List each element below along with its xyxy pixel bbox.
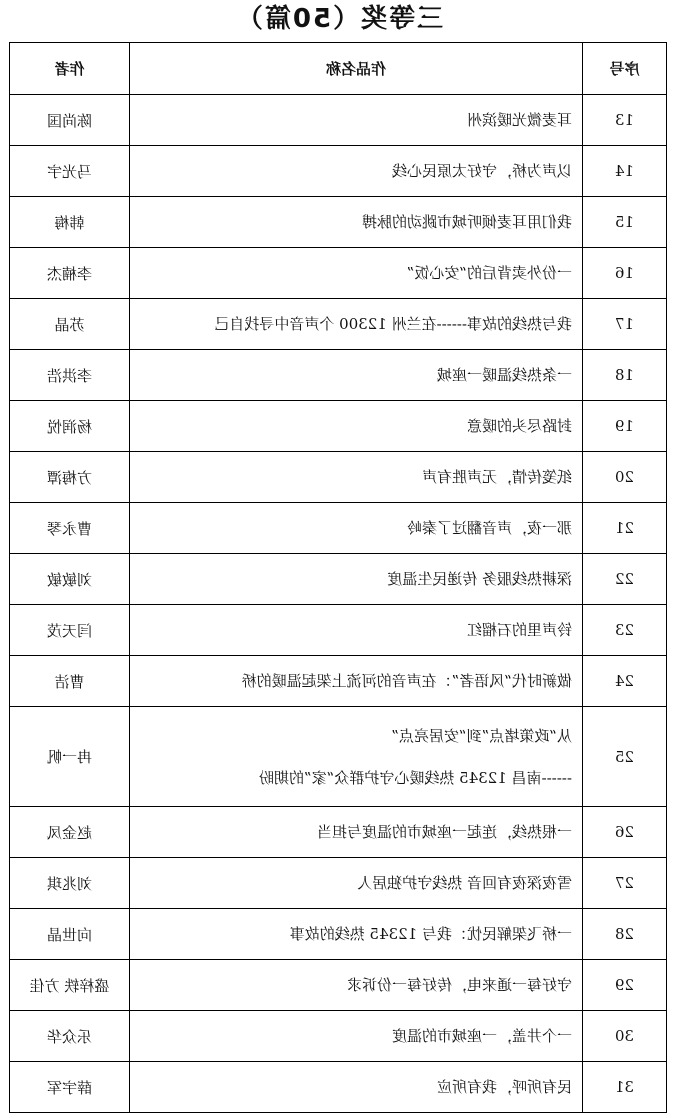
table-row — [10, 350, 667, 401]
author-cell: 冉一帆 — [10, 707, 130, 807]
work-title-line: 从“政策堵点”到“安居亮点” — [391, 726, 572, 745]
seq-cell: 30 — [583, 1011, 667, 1062]
seq-cell: 18 — [583, 350, 667, 401]
table-row — [10, 960, 667, 1011]
work-title-cell — [130, 197, 583, 248]
work-title-cell — [130, 503, 583, 554]
work-title-cell — [130, 401, 583, 452]
table-body — [10, 95, 667, 1113]
table-row — [10, 656, 667, 707]
table-row — [10, 401, 667, 452]
page-title: 三等奖（50篇） — [234, 4, 444, 34]
author-cell: 曹洁 — [10, 656, 130, 707]
work-title-cell — [130, 960, 583, 1011]
seq-cell: 27 — [583, 858, 667, 909]
table-row — [10, 1062, 667, 1113]
work-title-cell — [130, 656, 583, 707]
author-cell: 李洪浩 — [10, 350, 130, 401]
author-cell: 赵金凤 — [10, 807, 130, 858]
author-cell: 韩梅 — [10, 197, 130, 248]
author-cell: 方梅潭 — [10, 452, 130, 503]
author-cell: 刘兆琪 — [10, 858, 130, 909]
author-cell: 曹永琴 — [10, 503, 130, 554]
seq-cell: 28 — [583, 909, 667, 960]
seq-cell: 25 — [583, 707, 667, 807]
table-row — [10, 299, 667, 350]
seq-cell: 26 — [583, 807, 667, 858]
header-seq: 序号 — [583, 43, 667, 95]
work-title-cell — [130, 146, 583, 197]
seq-cell: 19 — [583, 401, 667, 452]
seq-cell: 17 — [583, 299, 667, 350]
header-author: 作者 — [10, 43, 130, 95]
work-title-line: 我们用耳麦倾听城市跳动的脉搏 — [361, 213, 572, 231]
work-title-cell — [130, 452, 583, 503]
table-row — [10, 909, 667, 960]
seq-cell: 21 — [583, 503, 667, 554]
work-title-cell — [130, 858, 583, 909]
table-row — [10, 605, 667, 656]
work-title-line: 以声为桥，守好太原民心线 — [391, 162, 572, 180]
author-cell: 乐众华 — [10, 1011, 130, 1062]
table-row — [10, 707, 667, 807]
seq-cell: 13 — [583, 95, 667, 146]
work-title-cell — [130, 909, 583, 960]
work-title-line: 一根热线，连起一座城市的温度与担当 — [316, 823, 572, 841]
work-title-cell — [130, 1011, 583, 1062]
author-cell: 薛宇军 — [10, 1062, 130, 1113]
work-title-line: 做新时代“风语者”：在声音的河流上架起温暖的桥 — [241, 672, 572, 690]
author-cell: 刘敏敏 — [10, 554, 130, 605]
author-cell: 盛梓轶 方佳 — [10, 960, 130, 1011]
author-cell: 马光宇 — [10, 146, 130, 197]
seq-cell: 22 — [583, 554, 667, 605]
author-cell: 李楠杰 — [10, 248, 130, 299]
author-cell: 苏晶 — [10, 299, 130, 350]
work-title-line: 我与热线的故事------在兰州 12300 个声音中寻找自己 — [214, 315, 572, 333]
work-title-line: ------南昌 12345 热线暖心守护群众“家”的期盼 — [258, 768, 572, 787]
work-title-line: 一个井盖，一座城市的温度 — [391, 1027, 572, 1045]
work-title-line: 深耕热线服务 传递民生温度 — [387, 570, 572, 588]
work-title-line: 雪夜深夜有回音 热线守护独居人 — [357, 874, 572, 892]
table-row — [10, 807, 667, 858]
work-title-cell — [130, 554, 583, 605]
work-title-line: 守好每一通来电，传好每一份诉求 — [346, 976, 572, 994]
seq-cell: 31 — [583, 1062, 667, 1113]
work-title-cell — [130, 605, 583, 656]
table-row — [10, 554, 667, 605]
work-title-line: 耳麦微光暖滨州 — [466, 111, 572, 129]
work-title-cell — [130, 95, 583, 146]
work-title-line: 一份外卖背后的“安心饭” — [406, 264, 572, 282]
header-work: 作品名称 — [130, 43, 583, 95]
work-title-line: 一条热线温暖一座城 — [436, 366, 572, 384]
seq-cell: 23 — [583, 605, 667, 656]
table-row — [10, 248, 667, 299]
awards-table — [9, 42, 667, 1113]
table-row — [10, 146, 667, 197]
author-cell: 向世晶 — [10, 909, 130, 960]
work-title-line: 民有所呼，我有所应 — [436, 1078, 572, 1096]
table-row — [10, 452, 667, 503]
table-row — [10, 95, 667, 146]
work-title-cell — [130, 807, 583, 858]
work-title-line: 封路尽头的暖意 — [466, 417, 572, 435]
work-title-line: 那一夜，声音翻过了秦岭 — [406, 519, 572, 537]
work-title-cell — [130, 248, 583, 299]
seq-cell: 14 — [583, 146, 667, 197]
author-cell: 陈尚国 — [10, 95, 130, 146]
work-title-cell — [130, 707, 583, 807]
table-row — [10, 197, 667, 248]
work-title-cell — [130, 299, 583, 350]
seq-cell: 29 — [583, 960, 667, 1011]
work-title-line: 铃声里的石榴红 — [466, 621, 572, 639]
table-row — [10, 503, 667, 554]
seq-cell: 16 — [583, 248, 667, 299]
author-cell: 杨润悦 — [10, 401, 130, 452]
work-title-line: 纸笺传情，无声胜有声 — [421, 468, 572, 486]
work-title-cell — [130, 350, 583, 401]
seq-cell: 24 — [583, 656, 667, 707]
seq-cell: 15 — [583, 197, 667, 248]
header-row — [10, 43, 667, 95]
table-row — [10, 1011, 667, 1062]
work-title-line: 一桥飞架解民忧：我与 12345 热线的故事 — [289, 925, 572, 943]
table-row — [10, 858, 667, 909]
seq-cell: 20 — [583, 452, 667, 503]
work-title-cell — [130, 1062, 583, 1113]
author-cell: 闫天茂 — [10, 605, 130, 656]
